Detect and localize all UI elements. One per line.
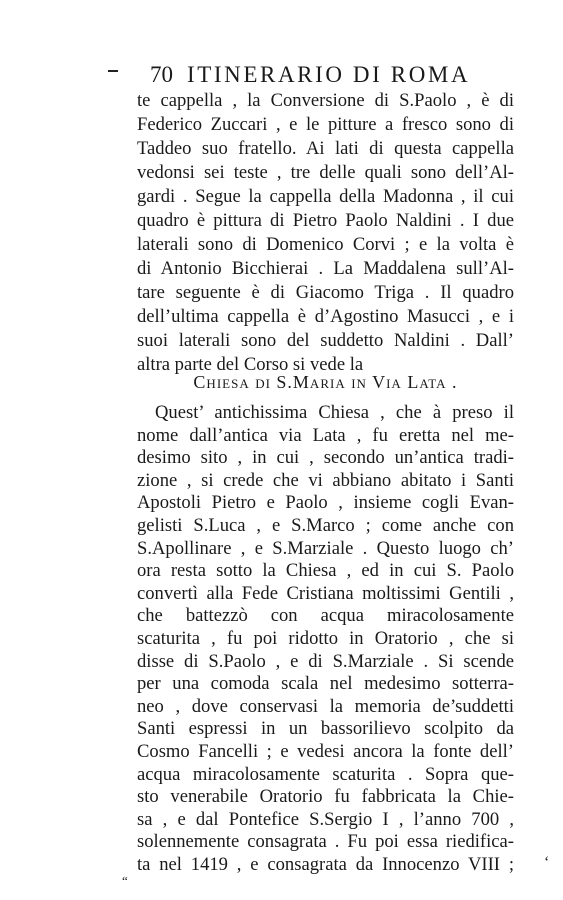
text-line: acqua miracolosamente scaturita . Sopra que- <box>137 763 514 785</box>
text-line: Federico Zuccari , e le pitture a fresco sono di <box>137 114 514 135</box>
text-line: solennemente consagrata . Fu poi essa riedifica- <box>137 831 514 853</box>
margin-mark-left: “ <box>122 872 128 888</box>
text-line: suoi laterali sono del suddetto Naldini . Dall’ <box>137 330 514 351</box>
text-line: gelisti S.Luca , e S.Marco ; come anche con <box>137 515 514 536</box>
text-line: sto venerabile Oratorio fu fabbricata la Chie- <box>137 786 514 808</box>
text-line: scaturita , fu poi ridotto in Oratorio , che si <box>137 628 514 649</box>
text-line: S.Apollinare , e S.Marziale . Questo luogo ch’ <box>137 537 514 559</box>
text-line: ora resta sotto la Chiesa , ed in cui S. Paolo <box>137 560 514 582</box>
running-header <box>150 62 470 88</box>
page-number: 70 <box>150 62 173 87</box>
text-line: convertì alla Fede Cristiana moltissimi Gentili , <box>137 582 514 604</box>
text-line: Apostoli Pietro e Paolo , insieme cogli Evan- <box>137 492 514 514</box>
text-line: vedonsi sei teste , tre delle quali sono dell’Al- <box>137 162 514 183</box>
text-line: Quest’ antichissima Chiesa , che à preso il <box>155 402 514 423</box>
margin-mark-right: ‘ <box>544 854 550 871</box>
text-line: dell’ultima cappella è d’Agostino Masucci , e i <box>137 306 514 327</box>
text-line: di Antonio Bicchierai . La Maddalena sull’Al- <box>137 258 514 279</box>
text-line: tare seguente è di Giacomo Triga . Il quadro <box>137 282 514 303</box>
text-line: che battezzò con acqua miracolosamente <box>137 605 514 627</box>
text-line: neo , dove conservasi la memoria de’suddetti <box>137 695 514 717</box>
text-line: gardi . Segue la cappella della Madonna , il cui <box>137 186 514 207</box>
text-line: quadro è pittura di Pietro Paolo Naldini . I due <box>137 210 514 231</box>
text-line: per una comoda scala nel medesimo sotterra- <box>137 673 514 695</box>
text-line: Taddeo suo fratello. Ai lati di questa cappella <box>137 138 514 159</box>
text-line: nome dall’antica via Lata , fu eretta nel me- <box>137 424 514 446</box>
text-line: desimo sito , in cui , secondo un’antica tradi- <box>137 447 514 469</box>
running-title: ITINERARIO DI ROMA <box>187 62 471 87</box>
text-line: disse di S.Paolo , e di S.Marziale . Si scende <box>137 650 514 672</box>
text-line: sa , e dal Pontefice S.Sergio I , l’anno 700 , <box>137 808 514 830</box>
text-line: altra parte del Corso si vede la <box>137 354 364 375</box>
text-line: zione , si crede che vi abbiano abitato i Santi <box>137 469 514 491</box>
text-line: Santi espressi in un bassorilievo scolpito da <box>137 718 514 740</box>
text-line: laterali sono di Domenico Corvi ; e la volta è <box>137 234 514 255</box>
section-title: Chiesa di S.Maria in Via Lata . <box>193 372 458 392</box>
margin-dash <box>108 70 118 72</box>
text-line: te cappella , la Conversione di S.Paolo , è di <box>137 90 514 111</box>
text-line: Cosmo Fancelli ; e vedesi ancora la fonte dell’ <box>137 741 514 762</box>
text-line: ta nel 1419 , e consagrata da Innocenzo VIII ; <box>137 854 514 875</box>
